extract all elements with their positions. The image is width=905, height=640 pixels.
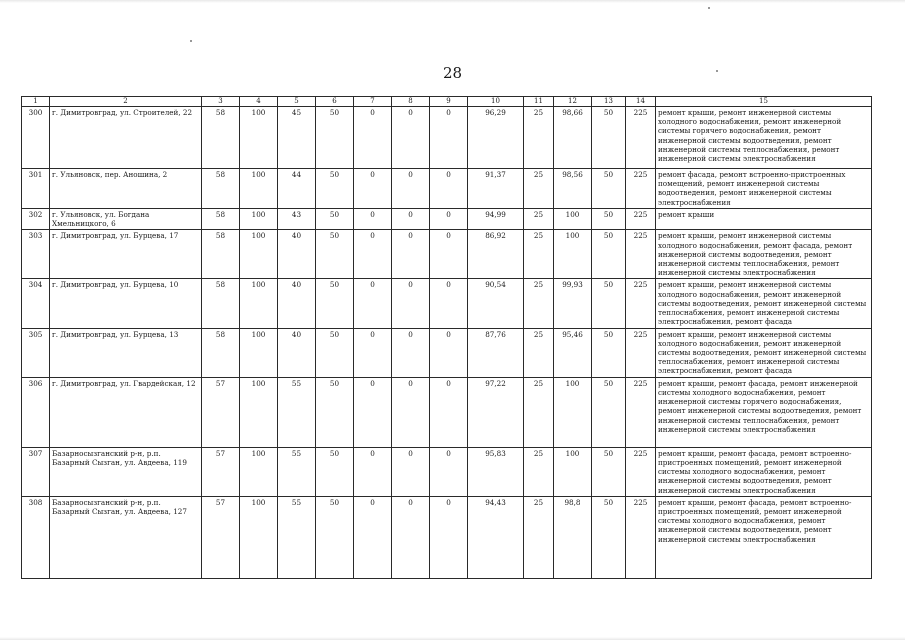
col11-cell: 25 (524, 496, 554, 578)
col12-cell: 100 (554, 447, 592, 496)
column-header-8: 8 (392, 97, 430, 107)
col12-cell: 100 (554, 208, 592, 229)
col12-cell: 100 (554, 230, 592, 279)
col6-cell: 50 (316, 208, 354, 229)
col3-cell: 58 (202, 230, 240, 279)
table-body (22, 106, 872, 578)
col3-cell: 58 (202, 328, 240, 377)
row-number: 301 (22, 168, 50, 208)
col5-cell: 45 (278, 106, 316, 168)
table-row (22, 168, 872, 208)
column-header-4: 4 (240, 97, 278, 107)
works-cell: ремонт крыши, ремонт инженерной системы холодного водоснабжения, ремонт фасада, ремонт инженерной системы водоотведения, ремонт инженерной системы теплоснабжения, ремонт инженерной системы электроснабжения (656, 230, 872, 279)
column-header-15: 15 (656, 97, 872, 107)
col9-cell: 0 (430, 447, 468, 496)
col7-cell: 0 (354, 168, 392, 208)
col5-cell: 40 (278, 230, 316, 279)
works-cell: ремонт крыши, ремонт инженерной системы холодного водоснабжения, ремонт инженерной системы водоотведения, ремонт инженерной системы теплоснабжения, ремонт инженерной системы электроснабжения, ремонт фасада (656, 328, 872, 377)
col5-cell: 55 (278, 447, 316, 496)
col8-cell: 0 (392, 377, 430, 447)
column-header-14: 14 (626, 97, 656, 107)
row-number: 304 (22, 279, 50, 328)
col13-cell: 50 (592, 447, 626, 496)
col8-cell: 0 (392, 496, 430, 578)
col3-cell: 58 (202, 168, 240, 208)
row-number: 300 (22, 106, 50, 168)
col11-cell: 25 (524, 230, 554, 279)
table-row (22, 230, 872, 279)
col3-cell: 57 (202, 447, 240, 496)
works-cell: ремонт крыши, ремонт инженерной системы холодного водоснабжения, ремонт инженерной системы водоотведения, ремонт инженерной системы теплоснабжения, ремонт инженерной системы электроснабжения, ремонт фасада (656, 279, 872, 328)
column-header-12: 12 (554, 97, 592, 107)
col12-cell: 99,93 (554, 279, 592, 328)
column-header-3: 3 (202, 97, 240, 107)
address-cell: г. Димитровград, ул. Бурцева, 10 (50, 279, 202, 328)
col6-cell: 50 (316, 106, 354, 168)
col13-cell: 50 (592, 328, 626, 377)
column-header-9: 9 (430, 97, 468, 107)
address-cell: г. Ульяновск, ул. Богдана Хмельницкого, 6 (50, 208, 202, 229)
row-number: 303 (22, 230, 50, 279)
col8-cell: 0 (392, 447, 430, 496)
col4-cell: 100 (240, 447, 278, 496)
col10-cell: 91,37 (468, 168, 524, 208)
works-cell: ремонт крыши, ремонт фасада, ремонт встроенно-пристроенных помещений, ремонт инженерной системы холодного водоснабжения, ремонт инженерной системы водоотведения, ремонт инженерной системы электроснабжения (656, 496, 872, 578)
col10-cell: 95,83 (468, 447, 524, 496)
table-row (22, 106, 872, 168)
col14-cell: 225 (626, 328, 656, 377)
col4-cell: 100 (240, 208, 278, 229)
col7-cell: 0 (354, 377, 392, 447)
col12-cell: 95,46 (554, 328, 592, 377)
col5-cell: 55 (278, 377, 316, 447)
col5-cell: 55 (278, 496, 316, 578)
col4-cell: 100 (240, 496, 278, 578)
col14-cell: 225 (626, 377, 656, 447)
table-row (22, 377, 872, 447)
table-row (22, 279, 872, 328)
col10-cell: 87,76 (468, 328, 524, 377)
row-number: 308 (22, 496, 50, 578)
col8-cell: 0 (392, 208, 430, 229)
col11-cell: 25 (524, 377, 554, 447)
col14-cell: 225 (626, 106, 656, 168)
col14-cell: 225 (626, 230, 656, 279)
address-cell: г. Димитровград, ул. Строителей, 22 (50, 106, 202, 168)
col9-cell: 0 (430, 168, 468, 208)
column-header-10: 10 (468, 97, 524, 107)
column-header-6: 6 (316, 97, 354, 107)
page-number: 28 (442, 64, 463, 82)
column-header-2: 2 (50, 97, 202, 107)
col9-cell: 0 (430, 106, 468, 168)
col5-cell: 43 (278, 208, 316, 229)
col7-cell: 0 (354, 447, 392, 496)
col3-cell: 57 (202, 377, 240, 447)
col11-cell: 25 (524, 106, 554, 168)
col11-cell: 25 (524, 208, 554, 229)
col6-cell: 50 (316, 377, 354, 447)
scan-speck (190, 40, 192, 42)
col8-cell: 0 (392, 168, 430, 208)
col12-cell: 98,66 (554, 106, 592, 168)
col3-cell: 58 (202, 208, 240, 229)
scan-edge-top (0, 0, 905, 3)
col13-cell: 50 (592, 208, 626, 229)
col13-cell: 50 (592, 279, 626, 328)
col7-cell: 0 (354, 230, 392, 279)
row-number: 306 (22, 377, 50, 447)
works-cell: ремонт крыши (656, 208, 872, 229)
col7-cell: 0 (354, 208, 392, 229)
col13-cell: 50 (592, 230, 626, 279)
column-header-13: 13 (592, 97, 626, 107)
col4-cell: 100 (240, 106, 278, 168)
col14-cell: 225 (626, 168, 656, 208)
col3-cell: 58 (202, 106, 240, 168)
col7-cell: 0 (354, 328, 392, 377)
col9-cell: 0 (430, 230, 468, 279)
col10-cell: 94,43 (468, 496, 524, 578)
col11-cell: 25 (524, 447, 554, 496)
col8-cell: 0 (392, 106, 430, 168)
works-cell: ремонт крыши, ремонт инженерной системы холодного водоснабжения, ремонт инженерной системы горячего водоснабжения, ремонт инженерной системы водоотведения, ремонт инженерной системы теплоснабжения, ремонт инженерной системы электроснабжения (656, 106, 872, 168)
col14-cell: 225 (626, 447, 656, 496)
address-cell: Базарносызганский р-н, р.п. Базарный Сызган, ул. Авдеева, 119 (50, 447, 202, 496)
col8-cell: 0 (392, 230, 430, 279)
works-cell: ремонт крыши, ремонт фасада, ремонт встроенно-пристроенных помещений, ремонт инженерной системы холодного водоснабжения, ремонт инженерной системы водоотведения, ремонт инженерной системы электроснабжения (656, 447, 872, 496)
col4-cell: 100 (240, 279, 278, 328)
column-header-1: 1 (22, 97, 50, 107)
header-row (22, 97, 872, 107)
col6-cell: 50 (316, 328, 354, 377)
address-cell: г. Димитровград, ул. Гвардейская, 12 (50, 377, 202, 447)
col5-cell: 40 (278, 279, 316, 328)
table-row (22, 447, 872, 496)
col4-cell: 100 (240, 230, 278, 279)
col9-cell: 0 (430, 208, 468, 229)
column-header-7: 7 (354, 97, 392, 107)
table-row (22, 328, 872, 377)
col9-cell: 0 (430, 328, 468, 377)
table-row (22, 496, 872, 578)
table-row (22, 208, 872, 229)
col7-cell: 0 (354, 106, 392, 168)
col13-cell: 50 (592, 168, 626, 208)
col10-cell: 96,29 (468, 106, 524, 168)
col5-cell: 40 (278, 328, 316, 377)
column-header-11: 11 (524, 97, 554, 107)
col6-cell: 50 (316, 447, 354, 496)
col9-cell: 0 (430, 496, 468, 578)
col12-cell: 98,8 (554, 496, 592, 578)
col3-cell: 57 (202, 496, 240, 578)
col6-cell: 50 (316, 279, 354, 328)
address-cell: г. Димитровград, ул. Бурцева, 13 (50, 328, 202, 377)
col13-cell: 50 (592, 377, 626, 447)
column-header-5: 5 (278, 97, 316, 107)
row-number: 302 (22, 208, 50, 229)
col4-cell: 100 (240, 377, 278, 447)
col14-cell: 225 (626, 279, 656, 328)
works-cell: ремонт крыши, ремонт фасада, ремонт инженерной системы холодного водоснабжения, ремонт инженерной системы горячего водоснабжения, ремонт инженерной системы водоотведения, ремонт инженерной системы теплоснабжения, ремонт инженерной системы электроснабжения (656, 377, 872, 447)
col11-cell: 25 (524, 279, 554, 328)
address-cell: г. Ульяновск, пер. Аношина, 2 (50, 168, 202, 208)
col11-cell: 25 (524, 328, 554, 377)
col9-cell: 0 (430, 377, 468, 447)
works-cell: ремонт фасада, ремонт встроенно-пристроенных помещений, ремонт инженерной системы водоотведения, ремонт инженерной системы электроснабжения (656, 168, 872, 208)
col14-cell: 225 (626, 208, 656, 229)
col10-cell: 90,54 (468, 279, 524, 328)
row-number: 307 (22, 447, 50, 496)
col8-cell: 0 (392, 328, 430, 377)
col6-cell: 50 (316, 230, 354, 279)
col9-cell: 0 (430, 279, 468, 328)
col7-cell: 0 (354, 279, 392, 328)
col8-cell: 0 (392, 279, 430, 328)
repair-register-table (21, 96, 872, 579)
col4-cell: 100 (240, 328, 278, 377)
col3-cell: 58 (202, 279, 240, 328)
scan-speck (708, 7, 710, 9)
col7-cell: 0 (354, 496, 392, 578)
col6-cell: 50 (316, 496, 354, 578)
col10-cell: 86,92 (468, 230, 524, 279)
col5-cell: 44 (278, 168, 316, 208)
col10-cell: 97,22 (468, 377, 524, 447)
col13-cell: 50 (592, 496, 626, 578)
col12-cell: 98,56 (554, 168, 592, 208)
col4-cell: 100 (240, 168, 278, 208)
col6-cell: 50 (316, 168, 354, 208)
col10-cell: 94,99 (468, 208, 524, 229)
col13-cell: 50 (592, 106, 626, 168)
col12-cell: 100 (554, 377, 592, 447)
row-number: 305 (22, 328, 50, 377)
col11-cell: 25 (524, 168, 554, 208)
col14-cell: 225 (626, 496, 656, 578)
address-cell: г. Димитровград, ул. Бурцева, 17 (50, 230, 202, 279)
address-cell: Базарносызганский р-н, р.п. Базарный Сызган, ул. Авдеева, 127 (50, 496, 202, 578)
